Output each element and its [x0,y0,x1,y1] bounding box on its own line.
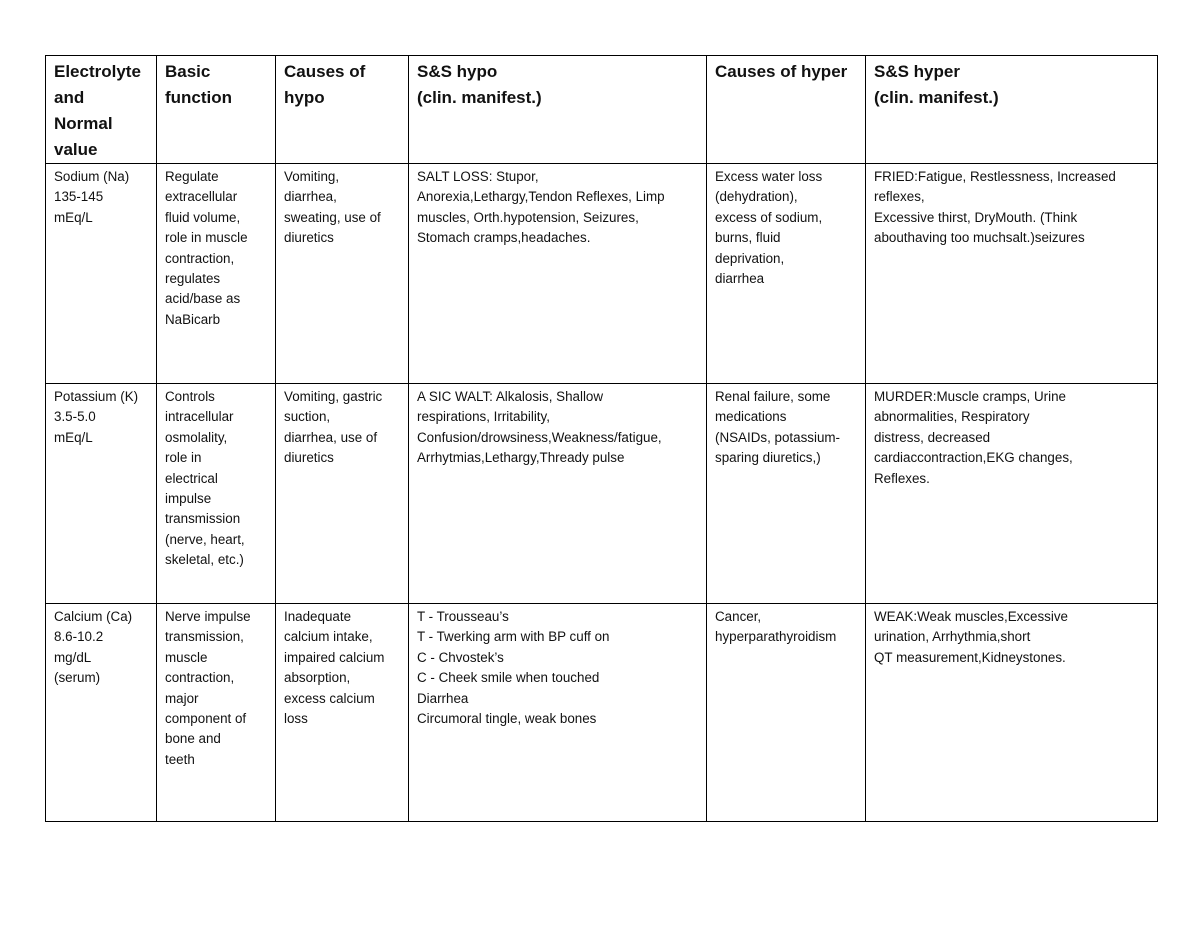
table-cell: A SIC WALT: Alkalosis, Shallow respirations, Irritability, Confusion/drowsiness,Weakness/fatigue, Arrhytmias,Lethargy,Thready pulse [409,384,707,604]
table-cell: WEAK:Weak muscles,Excessive urination, Arrhythmia,short QT measurement,Kidneystones. [866,604,1158,822]
table-cell: Cancer, hyperparathyroidism [707,604,866,822]
header-row [46,56,1158,164]
header-electrolyte: Electrolyte and Normal value [46,56,157,164]
table-cell: Excess water loss (dehydration), excess of sodium, burns, fluid deprivation, diarrhea [707,164,866,384]
table-cell: Potassium (K) 3.5-5.0 mEq/L [46,384,157,604]
header-ss-hyper: S&S hyper (clin. manifest.) [866,56,1158,164]
header-basic-function: Basic function [157,56,276,164]
table-cell: FRIED:Fatigue, Restlessness, Increased reflexes, Excessive thirst, DryMouth. (Think abouthaving too muchsalt.)seizures [866,164,1158,384]
table-cell: Vomiting, diarrhea, sweating, use of diuretics [276,164,409,384]
table-cell: SALT LOSS: Stupor, Anorexia,Lethargy,Tendon Reflexes, Limp muscles, Orth.hypotension, Seizures, Stomach cramps,headaches. [409,164,707,384]
table-cell: Renal failure, some medications (NSAIDs, potassium- sparing diuretics,) [707,384,866,604]
electrolyte-table [45,55,1158,822]
table-row-calcium [46,604,1158,822]
header-causes-hypo: Causes of hypo [276,56,409,164]
table-cell: MURDER:Muscle cramps, Urine abnormalities, Respiratory distress, decreased cardiaccontraction,EKG changes, Reflexes. [866,384,1158,604]
header-ss-hypo: S&S hypo (clin. manifest.) [409,56,707,164]
header-causes-hyper: Causes of hyper [707,56,866,164]
table-cell: Controls intracellular osmolality, role in electrical impulse transmission (nerve, heart, skeletal, etc.) [157,384,276,604]
table-row-potassium [46,384,1158,604]
table-cell: Regulate extracellular fluid volume, role in muscle contraction, regulates acid/base as NaBicarb [157,164,276,384]
table-cell: Sodium (Na) 135-145 mEq/L [46,164,157,384]
table-cell: Vomiting, gastric suction, diarrhea, use of diuretics [276,384,409,604]
table-cell: Inadequate calcium intake, impaired calcium absorption, excess calcium loss [276,604,409,822]
table-cell: Nerve impulse transmission, muscle contraction, major component of bone and teeth [157,604,276,822]
table-cell: Calcium (Ca) 8.6-10.2 mg/dL (serum) [46,604,157,822]
table-cell: T - Trousseau’s T - Twerking arm with BP cuff on C - Chvostek’s C - Cheek smile when touched Diarrhea Circumoral tingle, weak bones [409,604,707,822]
table-row-sodium [46,164,1158,384]
